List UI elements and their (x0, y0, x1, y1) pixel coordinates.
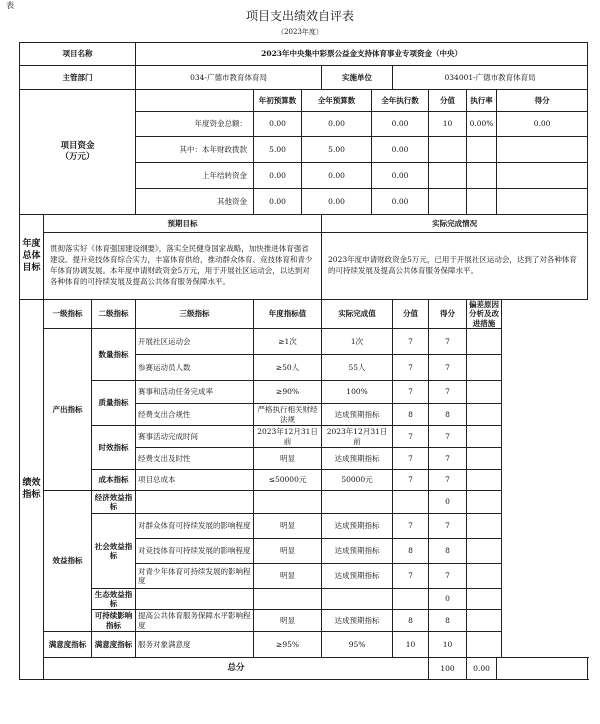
fund-points (497, 137, 588, 163)
fund-exec: 0.00 (372, 112, 429, 137)
indicator-target: ≥95% (254, 632, 322, 658)
indicator-name (136, 491, 254, 514)
header-annual-target: 年度指标值 (254, 300, 322, 329)
indicator-actual: 95% (322, 632, 393, 658)
total-blank (497, 658, 588, 680)
header-analysis: 偏差原因分析及改进措施 (467, 300, 502, 329)
indicator-actual: 2023年12月31日前 (322, 426, 393, 448)
indicator-actual: 达成预期指标 (322, 564, 393, 589)
benefit-indicators-label: 效益指标 (44, 491, 92, 632)
fund-score: 10 (429, 112, 467, 137)
indicator-name: 经费支出及时性 (136, 448, 254, 470)
indicator-score: 7 (393, 329, 429, 355)
economic-indicators-label: 经济效益指标 (92, 491, 136, 514)
output-indicators-label: 产出指标 (44, 329, 92, 491)
indicator-actual: 达成预期指标 (322, 404, 393, 426)
department-row (20, 66, 588, 90)
project-name-label: 项目名称 (20, 43, 136, 66)
indicator-analysis (467, 355, 502, 381)
indicator-target: ≥50人 (254, 355, 322, 381)
indicator-analysis (467, 632, 502, 658)
indicator-target (254, 491, 322, 514)
indicator-score: 8 (393, 404, 429, 426)
indicator-points: 7 (429, 448, 467, 470)
fund-rate: 0.00% (467, 112, 497, 137)
fund-annual: 0.00 (302, 189, 372, 215)
indicator-points: 7 (429, 426, 467, 448)
indicator-name: 经费支出合规性 (136, 404, 254, 426)
indicator-analysis (467, 381, 502, 404)
indicator-score: 7 (393, 470, 429, 491)
indicator-actual: 达成预期指标 (322, 610, 393, 632)
header-initial-budget: 年初预算数 (254, 90, 302, 112)
indicator-actual: 达成预期指标 (322, 448, 393, 470)
indicators-section-label: 绩效指标 (20, 300, 44, 680)
funds-header-blank (136, 90, 254, 112)
indicator-name: 对青少年体育可持续发展的影响程度 (136, 564, 254, 589)
fund-rate (467, 163, 497, 189)
actual-completion-label: 实际完成情况 (322, 215, 588, 233)
indicator-target: 明显 (254, 539, 322, 564)
indicator-score (393, 491, 429, 514)
fund-points (497, 189, 588, 215)
funds-label-line1: 项目资金 (60, 141, 95, 152)
indicator-row (20, 426, 588, 448)
indicator-points: 0 (429, 491, 467, 514)
indicator-analysis (467, 329, 502, 355)
indicator-target: 严格执行相关财经法规 (254, 404, 322, 426)
goals-section-label: 年度总体目标 (20, 215, 44, 300)
indicator-name: 服务对象满意度 (136, 632, 254, 658)
indicator-score: 7 (393, 448, 429, 470)
indicator-points: 7 (429, 381, 467, 404)
indicator-analysis (467, 564, 502, 589)
header-level1: 一级指标 (44, 300, 92, 329)
unit-label: 实施单位 (322, 66, 393, 90)
indicator-row (20, 470, 588, 491)
social-indicators-label: 社会效益指标 (92, 514, 136, 589)
indicator-score: 7 (393, 355, 429, 381)
indicator-name: 项目总成本 (136, 470, 254, 491)
project-name-value: 2023年中央集中彩票公益金支持体育事业专项资金（中央） (136, 43, 588, 66)
indicator-row (20, 514, 588, 539)
indicators-header-row (20, 300, 588, 329)
total-row (20, 658, 588, 680)
indicator-row (20, 610, 588, 632)
expected-goal-text: 贯彻落实好《体育强国建设纲要》，落实全民健身国家战略，加快推进体育强省建设。提升竞技体育综合实力，丰富体育供给，推动群众体育、竞技体育和青少年体育协调发展。本年度申请财政资金5万元，用于开展社区运动会，以达到对各种体育的可持续发展及提高公共体育服务保障水平。 (44, 233, 322, 300)
quality-indicators-label: 质量指标 (92, 381, 136, 426)
fund-rate (467, 137, 497, 163)
indicator-score: 7 (393, 381, 429, 404)
expected-goal-label: 预期目标 (44, 215, 322, 233)
indicator-target: 2023年12月31日前 (254, 426, 322, 448)
indicator-target: ≥1次 (254, 329, 322, 355)
indicator-analysis (467, 470, 502, 491)
indicator-actual (322, 491, 393, 514)
indicator-analysis (467, 426, 502, 448)
funds-label-line2: （万元） (60, 152, 95, 162)
ecological-indicators-label: 生态效益指标 (92, 589, 136, 610)
fund-label: 其中：本年财政拨款 (136, 137, 254, 163)
cost-indicators-label: 成本指标 (92, 470, 136, 491)
indicator-score: 8 (393, 610, 429, 632)
indicator-name: 赛事和活动任务完成率 (136, 381, 254, 404)
fund-exec: 0.00 (372, 137, 429, 163)
indicator-actual: 达成预期指标 (322, 539, 393, 564)
indicator-score (393, 589, 429, 610)
goals-content-row (20, 233, 588, 300)
funds-header-row (20, 90, 588, 112)
indicator-actual: 50000元 (322, 470, 393, 491)
indicator-name: 赛事活动完成时间 (136, 426, 254, 448)
indicator-points: 7 (429, 514, 467, 539)
indicator-points: 8 (429, 404, 467, 426)
indicator-row (20, 491, 588, 514)
indicator-analysis (467, 448, 502, 470)
satisfaction-sub-label: 满意度指标 (92, 632, 136, 658)
indicator-name: 提高公共体育服务保障水平影响程度 (136, 610, 254, 632)
fund-initial: 5.00 (254, 137, 302, 163)
indicator-row (20, 589, 588, 610)
fund-initial: 0.00 (254, 112, 302, 137)
project-name-row (20, 43, 588, 66)
indicator-points: 7 (429, 564, 467, 589)
indicator-analysis (467, 610, 502, 632)
indicator-actual: 1次 (322, 329, 393, 355)
corner-mark: 表 (6, 1, 14, 10)
header-annual-budget: 全年预算数 (302, 90, 372, 112)
fund-annual: 0.00 (302, 163, 372, 189)
dept-label: 主管部门 (20, 66, 136, 90)
fund-points (497, 163, 588, 189)
indicator-name: 对竞技体育可持续发展的影响程度 (136, 539, 254, 564)
header-points: 得分 (497, 90, 588, 112)
indicator-points: 7 (429, 329, 467, 355)
header-ind-score: 分值 (393, 300, 429, 329)
unit-value: 034001-广德市教育体育局 (393, 66, 588, 90)
indicator-score: 7 (393, 564, 429, 589)
indicator-target: 明显 (254, 514, 322, 539)
indicator-row (20, 381, 588, 404)
fund-exec: 0.00 (372, 189, 429, 215)
indicator-actual (322, 589, 393, 610)
fund-rate (467, 189, 497, 215)
indicator-analysis (467, 539, 502, 564)
goals-header-row (20, 215, 588, 233)
indicator-target: ≤50000元 (254, 470, 322, 491)
fund-exec: 0.00 (372, 163, 429, 189)
indicator-score: 8 (393, 539, 429, 564)
indicator-points: 8 (429, 539, 467, 564)
indicator-score: 7 (393, 426, 429, 448)
header-ind-points: 得分 (429, 300, 467, 329)
indicator-analysis (467, 491, 502, 514)
indicator-target: 明显 (254, 448, 322, 470)
fund-points: 0.00 (497, 112, 588, 137)
indicator-score: 10 (393, 632, 429, 658)
quantity-indicators-label: 数量指标 (92, 329, 136, 381)
header-level2: 二级指标 (92, 300, 136, 329)
indicator-score: 7 (393, 514, 429, 539)
indicator-actual: 55人 (322, 355, 393, 381)
fund-label: 上年结转资金 (136, 163, 254, 189)
indicator-points: 7 (429, 470, 467, 491)
indicator-name: 开展社区运动会 (136, 329, 254, 355)
indicator-target: ≥90% (254, 381, 322, 404)
dept-value: 034-广德市教育体育局 (136, 66, 322, 90)
funds-label (20, 90, 136, 215)
total-points: 0.00 (467, 658, 497, 680)
indicator-analysis (467, 589, 502, 610)
indicator-row (20, 329, 588, 355)
indicator-target (254, 589, 322, 610)
header-score: 分值 (429, 90, 467, 112)
fund-annual: 5.00 (302, 137, 372, 163)
fund-label: 其他资金 (136, 189, 254, 215)
header-actual-value: 实际完成值 (322, 300, 393, 329)
timeliness-indicators-label: 时效指标 (92, 426, 136, 470)
total-label: 总分 (44, 658, 429, 680)
header-exec-rate: 执行率 (467, 90, 497, 112)
fund-annual: 0.00 (302, 112, 372, 137)
evaluation-table (19, 42, 588, 680)
header-annual-exec: 全年执行数 (372, 90, 429, 112)
fund-score (429, 189, 467, 215)
indicator-points: 8 (429, 610, 467, 632)
header-level3: 三级指标 (136, 300, 254, 329)
indicator-points: 10 (429, 632, 467, 658)
indicator-target: 明显 (254, 610, 322, 632)
actual-completion-text: 2023年度申请财政资金5万元，已用于开展社区运动会，达到了对各种体育的可持续发展及提高公共体育服务保障水平。 (322, 233, 588, 300)
satisfaction-indicators-label: 满意度指标 (44, 632, 92, 658)
indicator-analysis (467, 514, 502, 539)
fund-label: 年度资金总额： (136, 112, 254, 137)
indicator-target: 明显 (254, 564, 322, 589)
indicator-name: 对群众体育可持续发展的影响程度 (136, 514, 254, 539)
sustainability-indicators-label: 可持续影响指标 (92, 610, 136, 632)
indicator-row (20, 632, 588, 658)
indicator-actual: 达成预期指标 (322, 514, 393, 539)
total-score: 100 (429, 658, 467, 680)
fund-score (429, 163, 467, 189)
indicator-points: 7 (429, 355, 467, 381)
fund-score (429, 137, 467, 163)
indicator-name (136, 589, 254, 610)
page-title: 项目支出绩效自评表 (245, 9, 354, 23)
indicator-actual: 100% (322, 381, 393, 404)
page-subtitle: （2023年度） (277, 28, 323, 36)
fund-initial: 0.00 (254, 189, 302, 215)
fund-initial: 0.00 (254, 163, 302, 189)
indicator-analysis (467, 404, 502, 426)
indicator-name: 参赛运动员人数 (136, 355, 254, 381)
indicator-points: 0 (429, 589, 467, 610)
